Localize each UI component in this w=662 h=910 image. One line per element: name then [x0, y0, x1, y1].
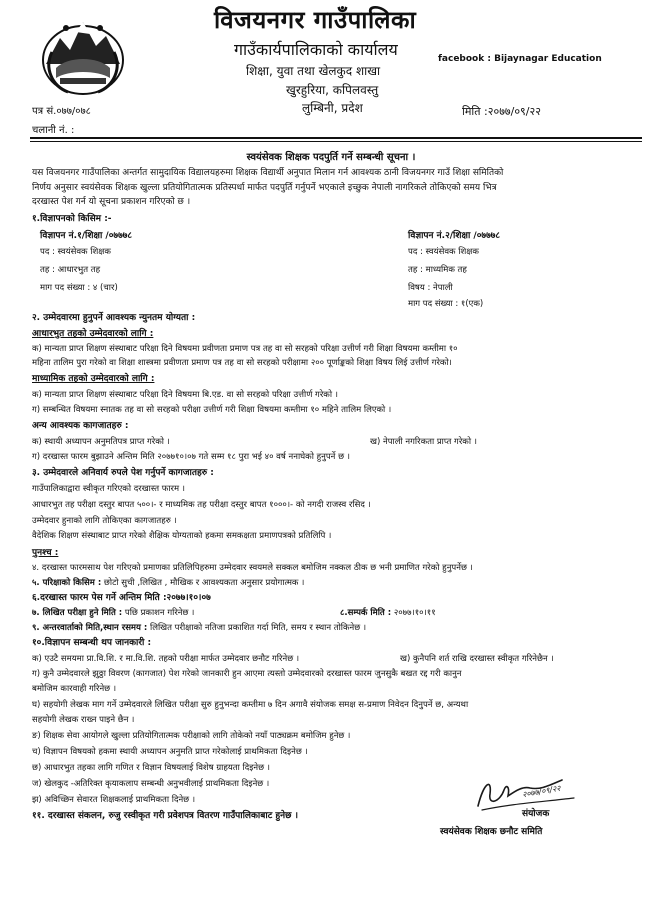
header-divider-thin	[30, 141, 642, 142]
intro-line: दरखास्त पेश गर्न यो सूचना प्रकाशन गरिएको छ ।	[32, 197, 191, 207]
ad-2-level: तह : माध्यमिक तह	[408, 265, 467, 275]
header-divider	[30, 137, 642, 139]
ad-1-count: माग पद संख्या : ४ (चार)	[40, 283, 118, 293]
reference-number: पत्र सं.०७७/०७८	[32, 106, 91, 117]
selection-committee: स्वयंसेवक शिक्षक छनौट समिति	[440, 827, 543, 837]
section-4: ४. दरखास्त फारमसाथ पेश गरिएको प्रमाणका प्रतिलिपिहरुमा उम्मेदवार स्वयमले सक्कल बमोजिम नक्कल ठीक छ भनी प्रमाणित गरेको हुनुपर्नेछ ।	[32, 563, 473, 573]
section-1-heading: १.विज्ञापनको किसिम :-	[32, 214, 112, 224]
other-document-item: क) स्थायी अध्यापन अनुमतिपत्र प्राप्त गरेको ।	[32, 437, 170, 447]
municipality-title: विजयनगर गाउँपालिका	[214, 6, 417, 34]
qualification-line: महिना तालिम पुरा गरेको वा शिक्षा शास्त्रमा प्रवीणता प्रमाण पत्र तह वा सो सरहको परीक्षामा २०० पूर्णाङ्कको शिक्षा विषय लिई उत्तीर्ण गरेको।	[32, 358, 452, 368]
branch-name: शिक्षा, युवा तथा खेलकुद शाखा	[246, 64, 381, 78]
info-item: ज) खेलकुद -अतिरिक्त कृयाकलाप सम्बन्धी अनुभवीलाई प्राथमिकता दिइनेछ ।	[32, 779, 270, 789]
section-9-label: ९. अन्तरवार्ताको मिति,स्थान रसमय :	[32, 623, 148, 633]
section-2-heading: २. उम्मेदवारमा हुनुपर्ने आवश्यक न्युनतम योग्यता :	[32, 313, 196, 323]
coordinator-label: संयोजक	[522, 809, 550, 819]
ad-1-post: पद : स्वयंसेवक शिक्षक	[40, 247, 111, 257]
section-8-label: ८.सम्पर्क मिति :	[340, 608, 392, 618]
section-6: ६.दरखास्त फारम पेस गर्ने अन्तिम मिति :२०७७।१०।०७	[32, 593, 211, 603]
info-item: क) एउटै समयमा प्रा.वि.शि. र मा.वि.शि. तहको परीक्षा मार्फत उम्मेदवार छनौट गरिनेछ ।	[32, 654, 300, 664]
section-7-value: पछि प्रकाशन गरिनेछ ।	[122, 608, 195, 618]
section-5-value: छोटो सुची ,लिखित , मौखिक र आवश्यकता अनुसार प्रयोगात्मक ।	[101, 578, 305, 588]
intro-line: निर्णय अनुसार स्वयंसेवक शिक्षक खुल्ला प्रतियोगितात्मक प्रतिस्पर्धा मार्फत पदपुर्ति गर्नुपर्ने भएकाले इच्छुक नेपाली नागरिकले तोकिएको समय भित्र	[32, 183, 497, 193]
facebook-page: facebook : Bijaynagar Education	[438, 54, 602, 64]
ad-1-level: तह : आधारभुत तह	[40, 265, 101, 275]
section-5	[32, 577, 304, 589]
other-document-item: ख) नेपाली नगरिकता प्राप्त गरेको ।	[370, 437, 477, 447]
other-documents-heading: अन्य आवश्यक कागजातहरु :	[32, 421, 129, 431]
qualification-line: क) मान्यता प्राप्त शिक्षण संस्थाबाट परिक्षा दिने विषयमा बि.एड. वा सो सरहको परिक्षा उत्तीर्ण गरेको ।	[32, 390, 338, 400]
ad-2-count: माग पद संख्या : १(एक)	[408, 299, 484, 309]
secondary-level-heading: माध्यामिक तहको उम्मेदवारको लागि :	[32, 374, 155, 384]
info-item: ख) कुनैपनि शर्त राखि दरखास्त स्वीकृत गरिनेछैन ।	[400, 654, 554, 664]
section-7	[32, 607, 194, 619]
required-document: गाउँपालिकाद्वारा स्वीकृत गरिएको दरखास्त फारम ।	[32, 484, 185, 494]
ad-2-subject: विषय : नेपाली	[408, 283, 453, 293]
nepal-emblem-icon	[38, 8, 128, 98]
office-location: खुरहुरिया, कपिलवस्तु	[286, 83, 379, 97]
dispatch-number: चलानी नं. :	[32, 125, 75, 136]
section-9-value: लिखित परीक्षाको नतिजा प्रकाशित गर्दा मिति, समय र स्थान तोकिनेछ ।	[147, 623, 367, 633]
ad-1-number: विज्ञापन नं.१/शिक्षा /०७७७८	[40, 231, 133, 241]
basic-level-heading: आधारभुत तहको उम्मेदवारको लागि :	[32, 329, 154, 339]
required-document: वैदेशिक शिक्षण संस्थाबाट प्राप्त गरेको शैक्षिक योग्यताको हकमा समकक्षता प्रमाणपत्रको प्रतिलिपि ।	[32, 531, 332, 541]
info-item: ङ) शिक्षक सेवा आयोगले खुल्ला प्रतियोगितात्मक परीक्षाको लागि तोकेको नयाँ पाठ्यक्रम बमोजिम हुनेछ ।	[32, 731, 351, 741]
required-document: आधारभुत तह परीक्षा दस्तुर बापत ५००।- र माध्यमिक तह परीक्षा दस्तुर बापत १०००।- को नगदी राजस्व रसिद ।	[32, 500, 371, 510]
letter-date: मिति :२०७७/०९/२२	[462, 105, 541, 118]
info-item: छ) आधारभुत तहका लागि गणित र विज्ञान विषयलाई विशेष ग्राहयता दिइनेछ ।	[32, 763, 270, 773]
section-11: ११. दरखास्त संकलन, रुजु रस्वीकृत गरी प्रवेशपत्र वितरण गाउँपालिकाबाट हुनेछ ।	[32, 811, 299, 821]
notice-title: स्वयंसेवक शिक्षक पदपुर्ति गर्ने सम्बन्धी सूचना ।	[246, 152, 416, 163]
office-province: लुम्बिनी, प्रदेश	[302, 101, 363, 115]
section-10-heading: १०.विज्ञापन सम्बन्धी थप जानकारी :	[32, 638, 152, 648]
qualification-line: क) मान्यता प्राप्त शिक्षण संस्थाबाट परिक्षा दिने विषयमा प्रवीणता प्रमाण पत्र तह वा सो सरहको परिक्षा उत्तीर्ण गरी शिक्षा विषयमा कम्तीमा १०	[32, 344, 458, 354]
info-item: घ) सहयोगी लेखक माग गर्ने उम्मेदवारले लिखित परीक्षा सुरु हुनुभन्दा कम्तीमा ७ दिन अगावै संयोजक समक्ष स-प्रमाण निवेदन दिनुपर्ने छ, अन्यथा	[32, 700, 469, 710]
intro-line: यस विजयनगर गाउँपालिका अन्तर्गत सामुदायिक विद्यालयहरुमा शिक्षक विद्यार्थी अनुपात मिलान गर्न आवश्यक ठानी विजयनगर गाउँ शिक्षा समितिको	[32, 168, 504, 178]
signature-date: २०७७/०९/२२	[521, 783, 562, 800]
section-9	[32, 622, 366, 634]
ad-2-post: पद : स्वयंसेवक शिक्षक	[408, 247, 479, 257]
office-name: गाउँकार्यपालिकाको कार्यालय	[234, 40, 398, 59]
qualification-line: ग) सम्बन्धित विषयमा स्नातक तह वा सो सरहको परीक्षा उत्तीर्ण गरी शिक्षा विषयमा कम्तीमा १० महिने तालिम लिएको ।	[32, 405, 392, 415]
other-document-item: ग) दरखास्त फारम बुझाउने अन्तिम मिति २०७७१०।०७ गते सम्म १८ पुरा भई ४० वर्ष ननाघेको हुनुपर्ने छ ।	[32, 452, 350, 462]
section-7-label: ७. लिखित परीक्षा हुने मिति :	[32, 608, 123, 618]
info-item: झ) अविच्छिन सेवारत शिक्षकलाई प्राथमिकता दिनेछ ।	[32, 795, 196, 805]
postscript-label: पुनश्च :	[32, 548, 59, 558]
section-8	[340, 607, 436, 619]
section-8-value: २०७७।१०।११	[391, 608, 436, 618]
info-item: सहयोगी लेखक राख्न पाइने छैन ।	[32, 715, 135, 725]
section-5-label: ५. परिक्षाको किसिम :	[32, 578, 102, 588]
section-3-heading: ३. उम्मेदवारले अनिवार्य रुपले पेश गर्नुपर्ने कागजातहरु :	[32, 468, 214, 478]
info-item: ग) कुनै उम्मेदवारले झुठ्ठा विवरण (कागजात) पेश गरेको जानकारी हुन आएमा त्यस्तो उम्मेदवारको दरखास्त फारम जुनसुकै बखत रद्द गरी कानुन	[32, 669, 462, 679]
ad-2-number: विज्ञापन नं.२/शिक्षा /०७७७८	[408, 231, 501, 241]
info-item: च) विज्ञापन विषयको हकमा स्थायी अध्यापन अनुमति प्राप्त गरेकोलाई प्राथमिकता दिइनेछ ।	[32, 747, 308, 757]
info-item: बमोजिम कारवाही गरिनेछ ।	[32, 684, 117, 694]
required-document: उम्मेदवार हुनाको लागि तोकिएका कागजातहरु ।	[32, 516, 177, 526]
